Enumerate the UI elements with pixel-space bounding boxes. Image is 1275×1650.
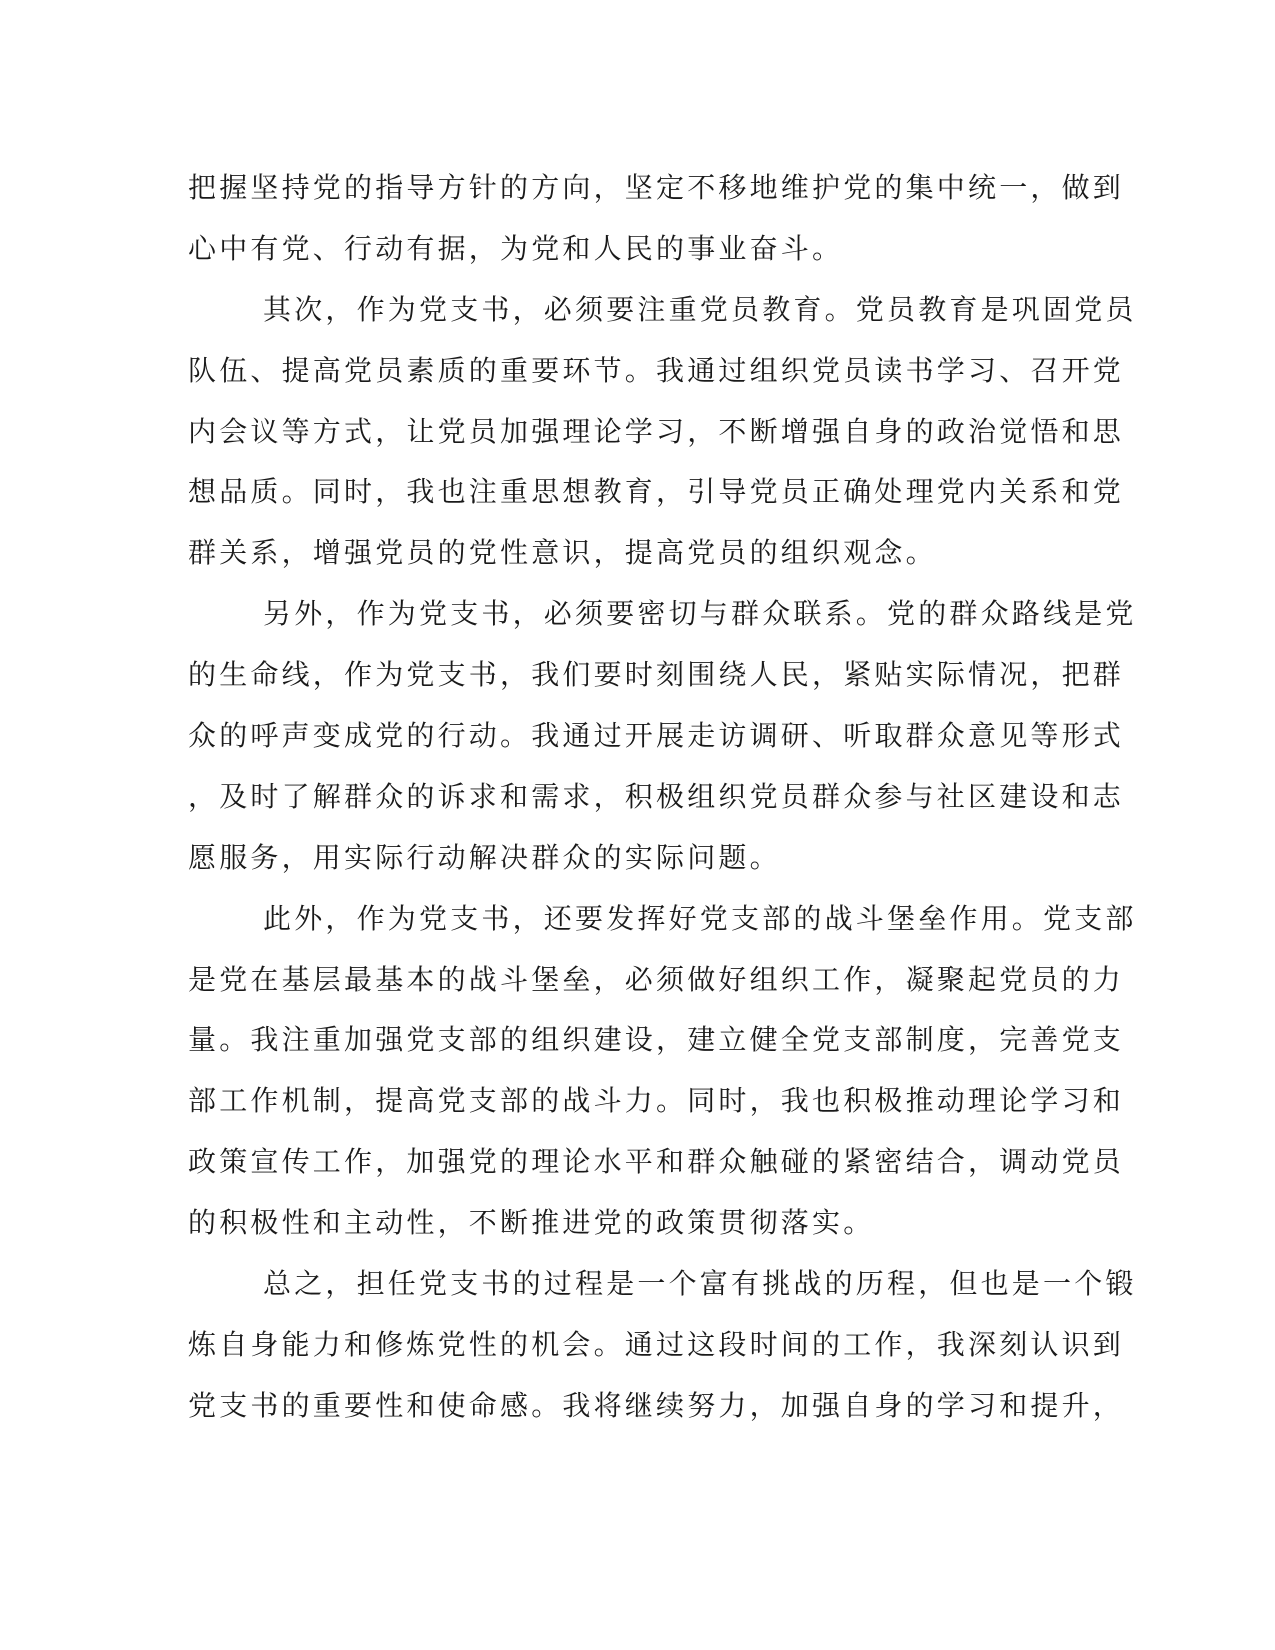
text-line: 想品质。同时，我也注重思想教育，引导党员正确处理党内关系和党 [188,475,1125,509]
text-line: 党支书的重要性和使命感。我将继续努力，加强自身的学习和提升， [188,1388,1125,1422]
body-text [188,158,1137,1437]
paragraph-first-line: 总之，担任党支书的过程是一个富有挑战的历程，但也是一个锻 [263,1267,1137,1301]
text-line: 炼自身能力和修炼党性的机会。通过这段时间的工作，我深刻认识到 [188,1327,1125,1361]
text-line: 众的呼声变成党的行动。我通过开展走访调研、听取群众意见等形式 [188,719,1125,753]
text-line: 群关系，增强党员的党性意识，提高党员的组织观念。 [188,536,937,570]
text-line: 政策宣传工作，加强党的理论水平和群众触碰的紧密结合，调动党员 [188,1145,1125,1179]
text-line: 是党在基层最基本的战斗堡垒，必须做好组织工作，凝聚起党员的力 [188,962,1125,996]
text-line: 把握坚持党的指导方针的方向，坚定不移地维护党的集中统一，做到 [188,171,1125,204]
text-line: 愿服务，用实际行动解决群众的实际问题。 [188,840,781,874]
paragraph-first-line: 另外，作为党支书，必须要密切与群众联系。党的群众路线是党 [263,597,1137,631]
text-line: 量。我注重加强党支部的组织建设，建立健全党支部制度，完善党支 [188,1023,1125,1057]
text-line: 内会议等方式，让党员加强理论学习，不断增强自身的政治觉悟和思 [188,414,1125,448]
text-line: 部工作机制，提高党支部的战斗力。同时，我也积极推动理论学习和 [188,1084,1125,1118]
text-line: 的生命线，作为党支书，我们要时刻围绕人民，紧贴实际情况，把群 [188,658,1125,692]
paragraph-first-line: 此外，作为党支书，还要发挥好党支部的战斗堡垒作用。党支部 [263,901,1137,935]
text-line: ，及时了解群众的诉求和需求，积极组织党员群众参与社区建设和志 [188,779,1125,813]
text-line: 心中有党、行动有据，为党和人民的事业奋斗。 [188,231,844,265]
text-line: 队伍、提高党员素质的重要环节。我通过组织党员读书学习、召开党 [188,353,1125,387]
text-line: 的积极性和主动性，不断推进党的政策贯彻落实。 [188,1206,875,1240]
paragraph-first-line: 其次，作为党支书，必须要注重党员教育。党员教育是巩固党员 [263,292,1137,326]
